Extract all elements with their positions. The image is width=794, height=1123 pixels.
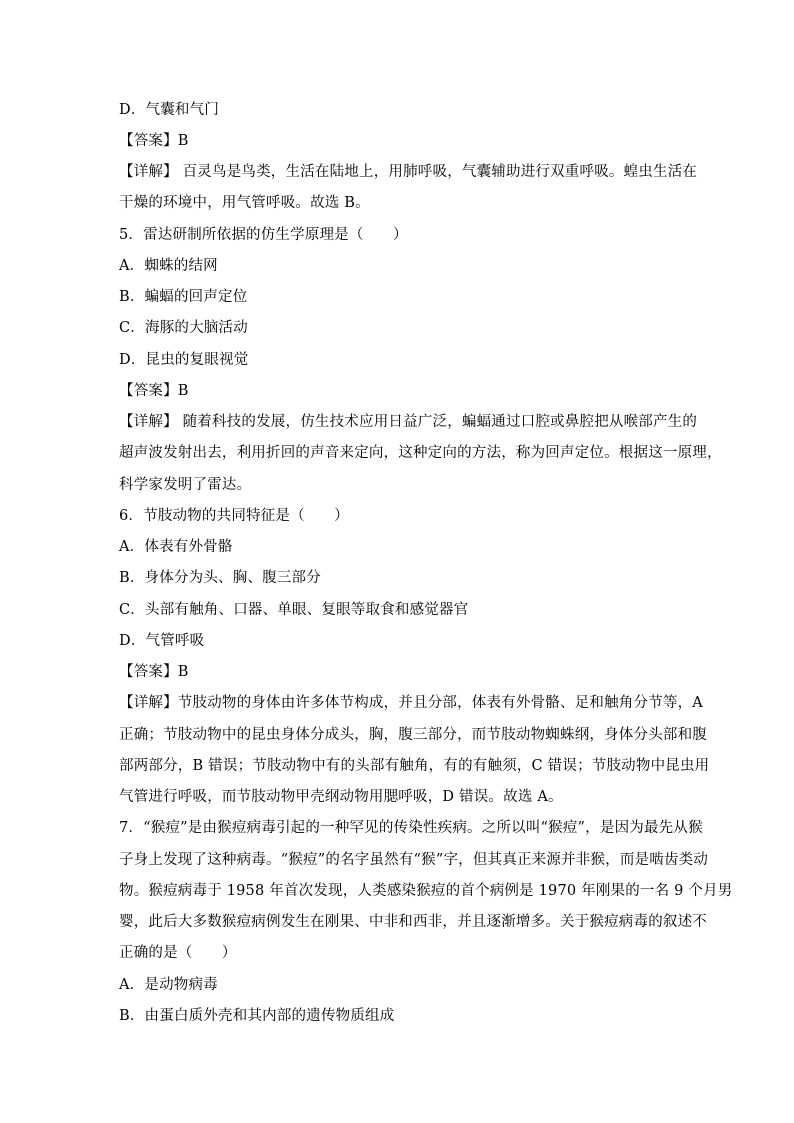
- question-6: 6．节肢动物的共同特征是（ ）: [119, 508, 349, 524]
- option-d-q4: D．气囊和气门: [119, 102, 220, 118]
- question-7-line3: 物。猴痘病毒于 1958 年首次发现，人类感染猴痘的首个病例是 1970 年刚果的一名 9 个月男: [119, 883, 733, 899]
- explanation-q5-line2: 超声波发射出去，利用折回的声音来定向，这种定向的方法，称为回声定位。根据这一原理，: [119, 445, 722, 461]
- answer-q4: 【答案】B: [119, 133, 189, 149]
- option-c-q5: C．海豚的大脑活动: [119, 320, 248, 336]
- explanation-q5-line1: 【详解】 随着科技的发展，仿生技术应用日益广泛，蝙蝠通过口腔或鼻腔把从喉部产生的: [119, 414, 698, 430]
- question-5: 5．雷达研制所依据的仿生学原理是（ ）: [119, 227, 408, 243]
- option-a-q6: A．体表有外骨骼: [119, 539, 233, 555]
- option-a-q7: A．是动物病毒: [119, 977, 218, 993]
- explanation-q6-line3: 部两部分，B 错误；节肢动物中有的头部有触角，有的有触须，C 错误；节肢动物中昆虫用: [119, 758, 710, 774]
- explanation-q5-line3: 科学家发明了雷达。: [119, 477, 252, 493]
- explanation-q6-line4: 气管进行呼吸，而节肢动物甲壳纲动物用腮呼吸，D 错误。故选 A。: [119, 789, 563, 805]
- question-7-line1: 7．“猴痘”是由猴痘病毒引起的一种罕见的传染性疾病。之所以叫“猴痘”，是因为最先从猴: [119, 820, 703, 836]
- question-7-line5: 正确的是（ ）: [119, 945, 237, 961]
- answer-q5: 【答案】B: [119, 383, 189, 399]
- answer-q6: 【答案】B: [119, 664, 189, 680]
- option-d-q5: D．昆虫的复眼视觉: [119, 352, 249, 368]
- option-b-q5: B．蝙蝠的回声定位: [119, 289, 248, 305]
- question-7-line2: 子身上发现了这种病毒。“猴痘”的名字虽然有“猴”字，但其真正来源并非猴，而是啮齿类动: [119, 852, 709, 868]
- question-7-line4: 婴，此后大多数猴痘病例发生在刚果、中非和西非，并且逐渐增多。关于猴痘病毒的叙述不: [119, 914, 707, 930]
- option-d-q6: D．气管呼吸: [119, 633, 205, 649]
- option-b-q7: B．由蛋白质外壳和其内部的遗传物质组成: [119, 1008, 395, 1024]
- explanation-q6-line2: 正确；节肢动物中的昆虫身体分成头，胸，腹三部分，而节肢动物蜘蛛纲，身体分头部和腹: [119, 727, 707, 743]
- option-b-q6: B．身体分为头、胸、腹三部分: [119, 570, 321, 586]
- option-c-q6: C．头部有触角、口器、单眼、复眼等取食和感觉器官: [119, 602, 469, 618]
- option-a-q5: A．蜘蛛的结网: [119, 258, 218, 274]
- explanation-q4-line2: 干燥的环境中，用气管呼吸。故选 B。: [119, 195, 370, 211]
- explanation-q4-line1: 【详解】 百灵鸟是鸟类，生活在陆地上，用肺呼吸，气囊辅助进行双重呼吸。蝗虫生活在: [119, 164, 698, 180]
- explanation-q6-line1: 【详解】节肢动物的身体由许多体节构成，并且分部，体表有外骨骼、足和触角分节等，A: [119, 695, 703, 711]
